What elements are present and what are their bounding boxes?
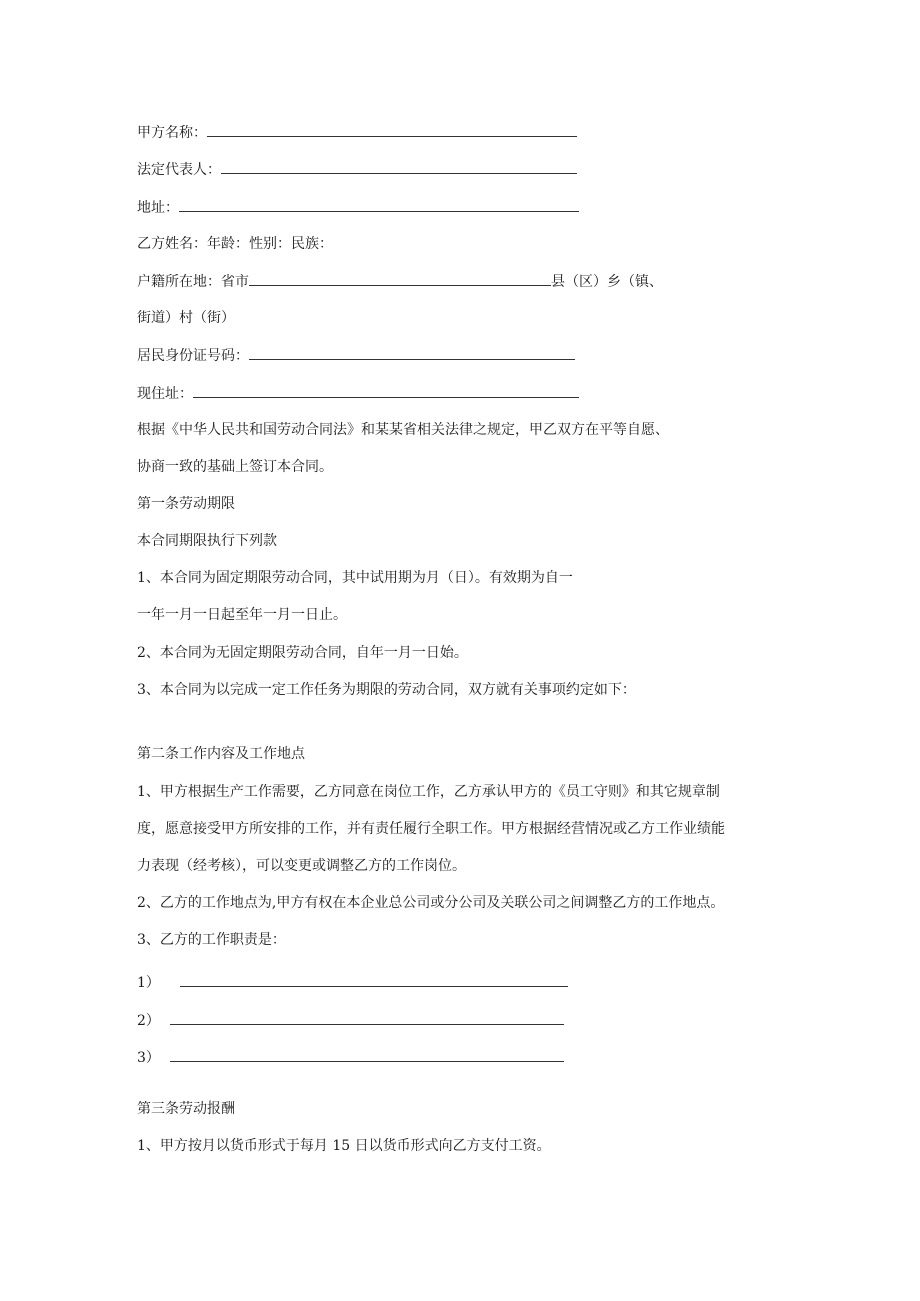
id-blank — [249, 345, 575, 360]
hukou-blank — [249, 271, 551, 286]
article2-item2: 2、乙方的工作地点为,甲方有权在本企业总公司或分公司及关联公司之间调整乙方的工作地点。 — [137, 895, 725, 911]
duty-number: 3） — [137, 1050, 160, 1066]
duty-number: 1） — [137, 975, 160, 991]
preamble-line-2: 协商一致的基础上签订本合同。 — [137, 459, 333, 475]
duty-number: 2） — [137, 1013, 160, 1029]
address-label: 地址： — [137, 200, 179, 216]
article2-item1-line3: 力表现（经考核），可以变更或调整乙方的工作岗位。 — [137, 858, 466, 874]
hukou-prefix: 户籍所在地：省市 — [137, 274, 249, 290]
article1-title: 第一条劳动期限 — [137, 496, 235, 512]
hukou-suffix: 县（区）乡（镇、 — [551, 274, 663, 290]
address-blank — [179, 197, 579, 212]
party-a-name-blank — [207, 122, 577, 137]
duty-blank — [180, 972, 568, 987]
article2-item1-line1: 1、甲方根据生产工作需要，乙方同意在岗位工作，乙方承认甲方的《员工守则》和其它规章制 — [137, 784, 720, 800]
current-addr-label: 现住址： — [137, 386, 193, 402]
duty-blank — [170, 1047, 564, 1062]
article3-item1: 1、甲方按月以货币形式于每月 15 日以货币形式向乙方支付工资。 — [137, 1138, 551, 1154]
legal-rep-label: 法定代表人： — [137, 162, 221, 178]
legal-rep-blank — [221, 159, 577, 174]
article1-intro: 本合同期限执行下列款 — [137, 533, 277, 549]
id-label: 居民身份证号码： — [137, 348, 249, 364]
article2-title: 第二条工作内容及工作地点 — [137, 746, 305, 762]
preamble-line-1: 根据《中华人民共和国劳动合同法》和某某省相关法律之规定，甲乙双方在平等自愿、 — [137, 422, 669, 438]
duty-row-2 — [137, 1010, 564, 1031]
duty-row-1 — [137, 972, 568, 993]
article2-item3: 3、乙方的工作职责是： — [137, 932, 286, 948]
duty-blank — [170, 1010, 564, 1025]
legal-rep-row — [137, 159, 577, 180]
party-b-line: 乙方姓名：年龄：性别：民族： — [137, 236, 333, 252]
article1-item1-line1: 1、本合同为固定期限劳动合同，其中试用期为月（日）。有效期为自一 — [137, 570, 573, 586]
hukou-row — [137, 271, 663, 292]
article1-item2: 2、本合同为无固定期限劳动合同，自年一月一日始。 — [137, 645, 468, 661]
current-addr-row — [137, 383, 579, 404]
party-a-name-label: 甲方名称： — [137, 125, 207, 141]
party-a-name-row — [137, 122, 577, 143]
article1-item3: 3、本合同为以完成一定工作任务为期限的劳动合同，双方就有关事项约定如下： — [137, 682, 636, 698]
article3-title: 第三条劳动报酬 — [137, 1101, 235, 1117]
article2-item1-line2: 度，愿意接受甲方所安排的工作，并有责任履行全职工作。甲方根据经营情况或乙方工作业绩能 — [137, 821, 725, 837]
current-addr-blank — [193, 383, 579, 398]
article1-item1-line2: 一年一月一日起至年一月一日止。 — [137, 607, 347, 623]
id-row — [137, 345, 575, 366]
duty-row-3 — [137, 1047, 564, 1068]
address-row — [137, 197, 579, 218]
hukou-cont: 街道）村（街） — [137, 310, 235, 326]
